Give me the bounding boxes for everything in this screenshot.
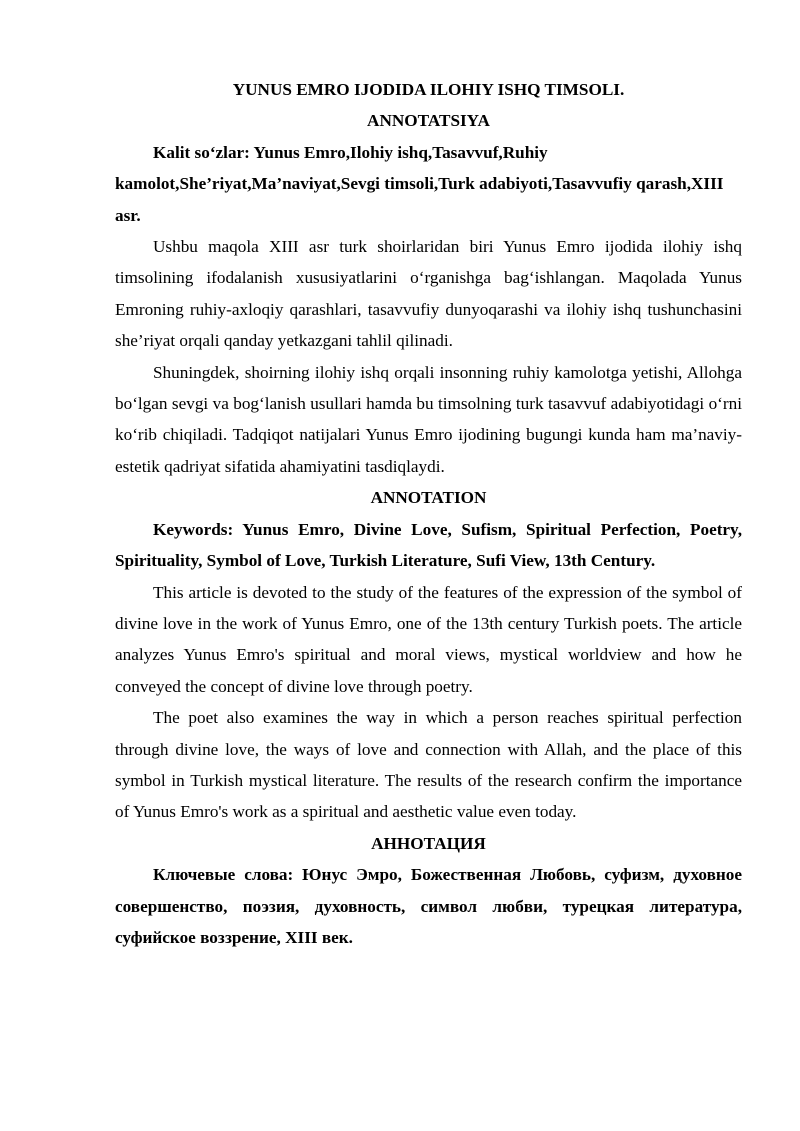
en-paragraph-2: The poet also examines the way in which a person reaches spiritual perfection through divine love, the ways of love and connection with Allah, and the place of this symbol in Turkish mystical literature. The results of the research confirm the importance of Yunus Emro's work as a spiritual and aesthetic value even today.	[115, 708, 742, 822]
uz-paragraph-2: Shuningdek, shoirning ilohiy ishq orqali insonning ruhiy kamolotga yetishi, Allohga bo‘lgan sevgi va bog‘lanish usullari hamda bu timsolning turk tasavvuf adabiyotidagi o‘rni ko‘rib chiqiladi. Tadqiqot natijalari Yunus Emro ijodining bugungi kunda ham ma’naviy-estetik qadriyat sifatida ahamiyatini tasdiqlaydi.	[115, 362, 742, 476]
uz-annotation-heading: ANNOTATSIYA	[367, 111, 490, 131]
en-paragraph-1: This article is devoted to the study of the features of the expression of the symbol of divine love in the work of Yunus Emro, one of the 13th century Turkish poets. The article analyzes Yunus Emro's spiritual and moral views, mystical worldview and how he conveyed the concept of divine love through poetry.	[115, 582, 742, 696]
en-annotation-heading: ANNOTATION	[370, 488, 487, 508]
ru-keywords: Ключевые слова: Юнус Эмро, Божественная Любовь, суфизм, духовное совершенство, поэзия, духовность, символ любви, турецкая литература, суфийское воззрение, XIII век.	[115, 865, 742, 947]
uz-paragraph-1: Ushbu maqola XIII asr turk shoirlaridan biri Yunus Emro ijodida ilohiy ishq timsolining ifodalanish xususiyatlarini o‘rganishga bag‘ishlangan. Maqolada Yunus Emroning ruhiy-axloqiy qarashlari, tasavvufiy dunyoqarashi va ilohiy ishq tushunchasini she’riyat orqali qanday yetkazgani tahlil qilinadi.	[115, 237, 742, 351]
en-keywords: Keywords: Yunus Emro, Divine Love, Sufism, Spiritual Perfection, Poetry, Spirituality, Symbol of Love, Turkish Literature, Sufi View, 13th Century.	[115, 519, 742, 571]
ru-annotation-heading: АННОТАЦИЯ	[371, 833, 486, 853]
uz-keywords: Kalit so‘zlar: Yunus Emro,Ilohiy ishq,Tasavvuf,Ruhiy kamolot,She’riyat,Ma’naviyat,Sevgi timsoli,Turk adabiyoti,Tasavvufiy qarash,XIII asr.	[115, 142, 724, 225]
document-page	[115, 74, 742, 953]
document-title: YUNUS EMRO IJODIDA ILOHIY ISHQ TIMSOLI.	[232, 80, 625, 99]
